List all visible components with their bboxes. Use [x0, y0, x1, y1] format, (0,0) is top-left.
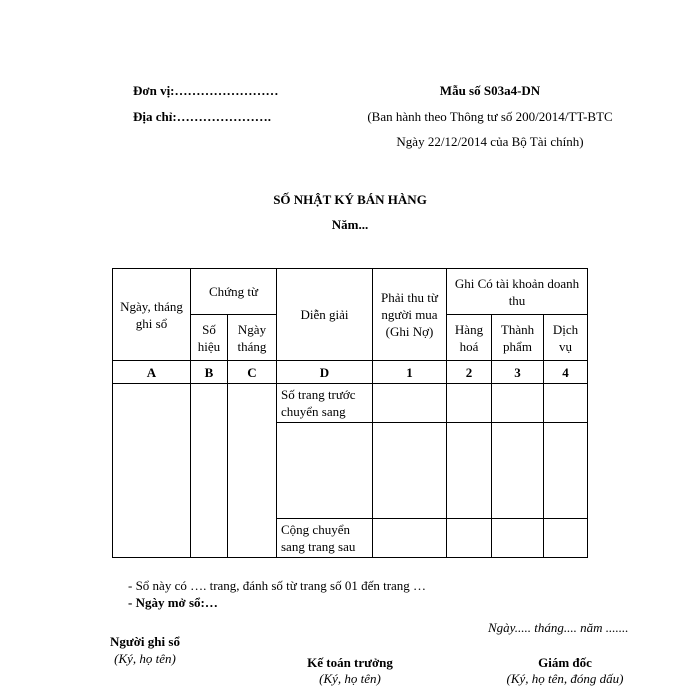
table-cell	[113, 384, 191, 558]
index-cell: C	[228, 361, 277, 384]
accountant-note: (Ký, họ tên)	[319, 671, 381, 686]
unit-label: Đơn vị:……………………	[133, 83, 279, 98]
index-cell: 1	[373, 361, 447, 384]
note-pages: - Sổ này có …. trang, đánh số từ trang số 01 đến trang …	[128, 578, 427, 593]
col-receivable-header: Phải thu từ người mua (Ghi Nợ)	[373, 269, 447, 361]
col-products-header: Thành phẩm	[492, 315, 544, 361]
director-note: (Ký, họ tên, đóng dấu)	[506, 671, 624, 686]
accountant-title: Kế toán trưởng	[307, 655, 393, 670]
table-cell	[373, 384, 447, 423]
table-cell	[191, 384, 228, 558]
index-cell: D	[277, 361, 373, 384]
form-code: Mẫu số S03a4-DN	[439, 83, 541, 98]
table-cell	[277, 423, 373, 519]
year-label: Năm...	[331, 217, 369, 232]
issued-date: Ngày 22/12/2014 của Bộ Tài chính)	[396, 134, 584, 149]
table-cell	[492, 519, 544, 558]
col-description-header: Diễn giải	[277, 269, 373, 361]
col-goods-header: Hàng hoá	[447, 315, 492, 361]
recorder-note: (Ký, họ tên)	[114, 651, 176, 666]
table-cell	[492, 384, 544, 423]
index-cell: B	[191, 361, 228, 384]
date-line: Ngày..... tháng.... năm .......	[488, 620, 629, 635]
col-date-header: Ngày, tháng ghi sổ	[113, 269, 191, 361]
row-brought-forward-label: Số trang trước chuyển sang	[277, 384, 373, 423]
address-label: Địa chỉ:………………….	[133, 109, 271, 124]
director-title: Giám đốc	[538, 655, 592, 670]
col-voucher-header: Chứng từ	[191, 269, 277, 315]
index-cell: 4	[544, 361, 588, 384]
note-opened: - Ngày mở sổ:…	[128, 595, 218, 610]
row-carried-forward-label: Cộng chuyển sang trang sau	[277, 519, 373, 558]
page-title: SỐ NHẬT KÝ BÁN HÀNG	[273, 192, 427, 207]
recorder-title: Người ghi sổ	[110, 634, 180, 649]
table-cell	[373, 519, 447, 558]
table-cell	[544, 423, 588, 519]
issued-by: (Ban hành theo Thông tư số 200/2014/TT-BTC	[367, 109, 613, 124]
table-cell	[544, 384, 588, 423]
table-cell	[373, 423, 447, 519]
table-cell	[447, 384, 492, 423]
sales-journal-table	[112, 268, 588, 558]
col-voucher-date-header: Ngày tháng	[228, 315, 277, 361]
index-cell: 2	[447, 361, 492, 384]
col-voucher-no-header: Số hiệu	[191, 315, 228, 361]
col-services-header: Dịch vụ	[544, 315, 588, 361]
table-cell	[228, 384, 277, 558]
index-cell: A	[113, 361, 191, 384]
col-credit-header: Ghi Có tài khoản doanh thu	[447, 269, 588, 315]
table-cell	[447, 519, 492, 558]
table-cell	[447, 423, 492, 519]
table-cell	[544, 519, 588, 558]
index-cell: 3	[492, 361, 544, 384]
table-cell	[492, 423, 544, 519]
